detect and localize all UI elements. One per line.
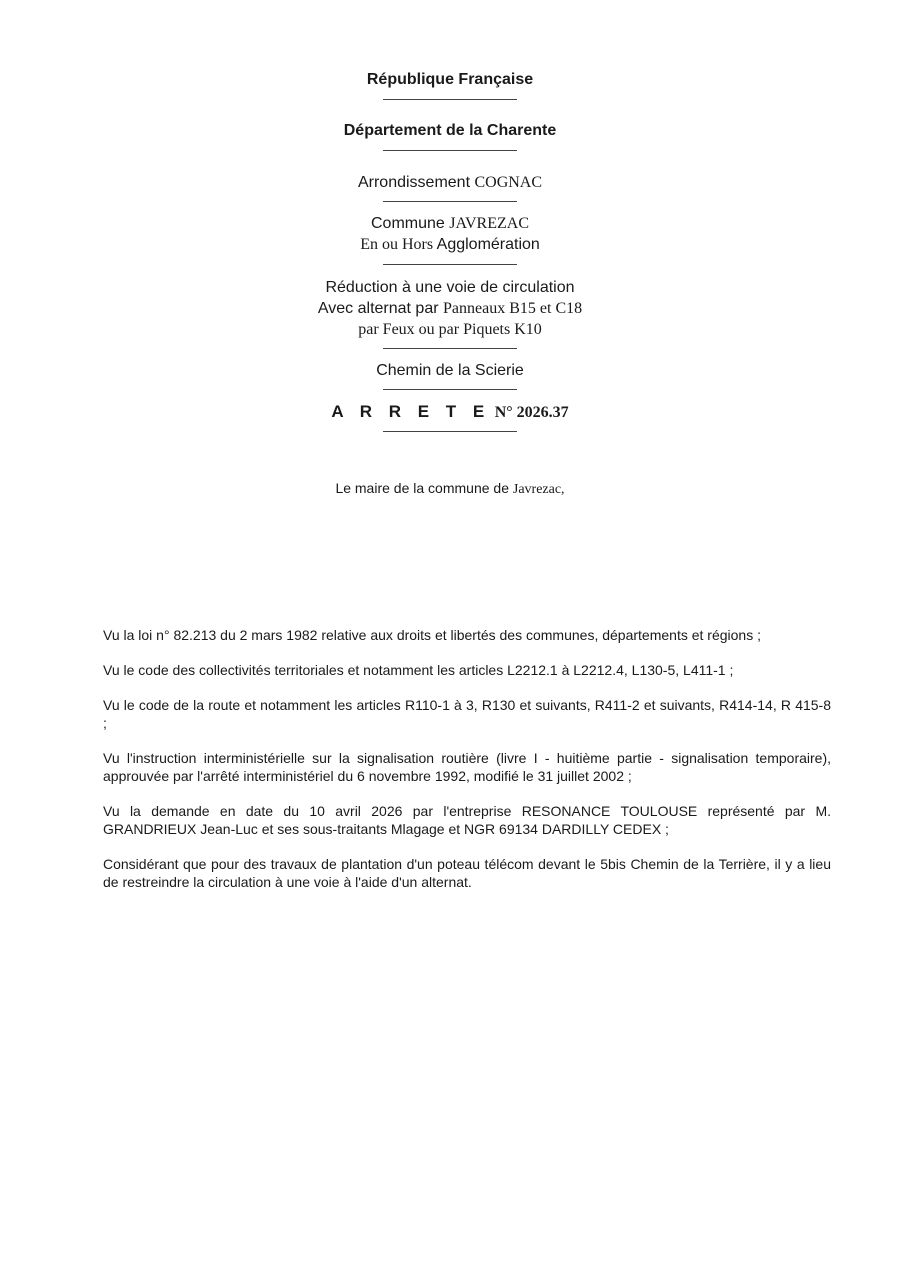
mayor-text: Le maire de la commune de (335, 480, 509, 496)
rule-2 (0, 150, 900, 151)
arrondissement-name: COGNAC (474, 174, 543, 191)
road-heading (0, 360, 900, 381)
arrondissement-label: Arrondissement (357, 174, 471, 191)
department-title: Département de la Charente (343, 122, 557, 139)
rule-6 (0, 389, 900, 390)
consideration-paragraph: Considérant que pour des travaux de plantation d'un poteau télécom devant le 5bis Chemin de la Terrière, il y a lieu de restreindre la circulation à une voie à l'aide d'un alternat. (103, 856, 831, 890)
consideration-paragraph: Vu le code des collectivités territoriales et notamment les articles L2212.1 à L2212.4, L130-5, L411-1 ; (103, 662, 734, 678)
alternat-line3: par Feux ou par Piquets K10 (358, 321, 542, 338)
arrete-heading (0, 401, 900, 423)
rule-1 (0, 99, 900, 100)
commune-label: Commune (371, 215, 445, 232)
mayor-commune: Javrezac, (512, 482, 565, 497)
rule-4 (0, 264, 900, 265)
rule-3 (0, 201, 900, 202)
arrete-number: N° 2026.37 (494, 404, 569, 421)
rule-7 (0, 431, 900, 432)
consideration-paragraph: Vu l'instruction interministérielle sur la signalisation routière (livre I - huitième partie - signalisation temporaire), approuvée par l'arrêté interministériel du 6 novembre 1992, modifié le 31 juillet 2002 ; (103, 750, 831, 784)
alternat-prefix: Avec alternat par (317, 300, 439, 317)
commune-heading (0, 213, 900, 255)
commune-name: JAVREZAC (449, 215, 529, 232)
location-suffix: Agglomération (436, 236, 540, 253)
consideration-paragraph: Vu le code de la route et notamment les articles R110-1 à 3, R130 et suivants, R411-2 et suivants, R414-14, R 415-8 ; (103, 697, 831, 731)
republic-title: République Française (366, 71, 534, 88)
alternat-panels: Panneaux B15 et C18 (443, 300, 583, 317)
considerations-section (103, 626, 831, 908)
reduction-line: Réduction à une voie de circulation (325, 279, 575, 296)
road-name: Chemin de la Scierie (376, 362, 524, 379)
rule-5 (0, 348, 900, 349)
consideration-paragraph: Vu la demande en date du 10 avril 2026 par l'entreprise RESONANCE TOULOUSE représenté par M. GRANDRIEUX Jean-Luc et ses sous-traitants Mlagage et NGR 69134 DARDILLY CEDEX ; (103, 803, 831, 837)
mayor-line (0, 480, 900, 498)
arrete-label: A R R E T E (331, 402, 491, 421)
arrondissement-heading (0, 172, 900, 193)
republic-heading (0, 69, 900, 90)
consideration-paragraph: Vu la loi n° 82.213 du 2 mars 1982 relative aux droits et libertés des communes, départements et régions ; (103, 627, 761, 643)
department-heading (0, 120, 900, 141)
reduction-heading (0, 277, 900, 340)
location-prefix: En ou Hors (360, 236, 434, 253)
